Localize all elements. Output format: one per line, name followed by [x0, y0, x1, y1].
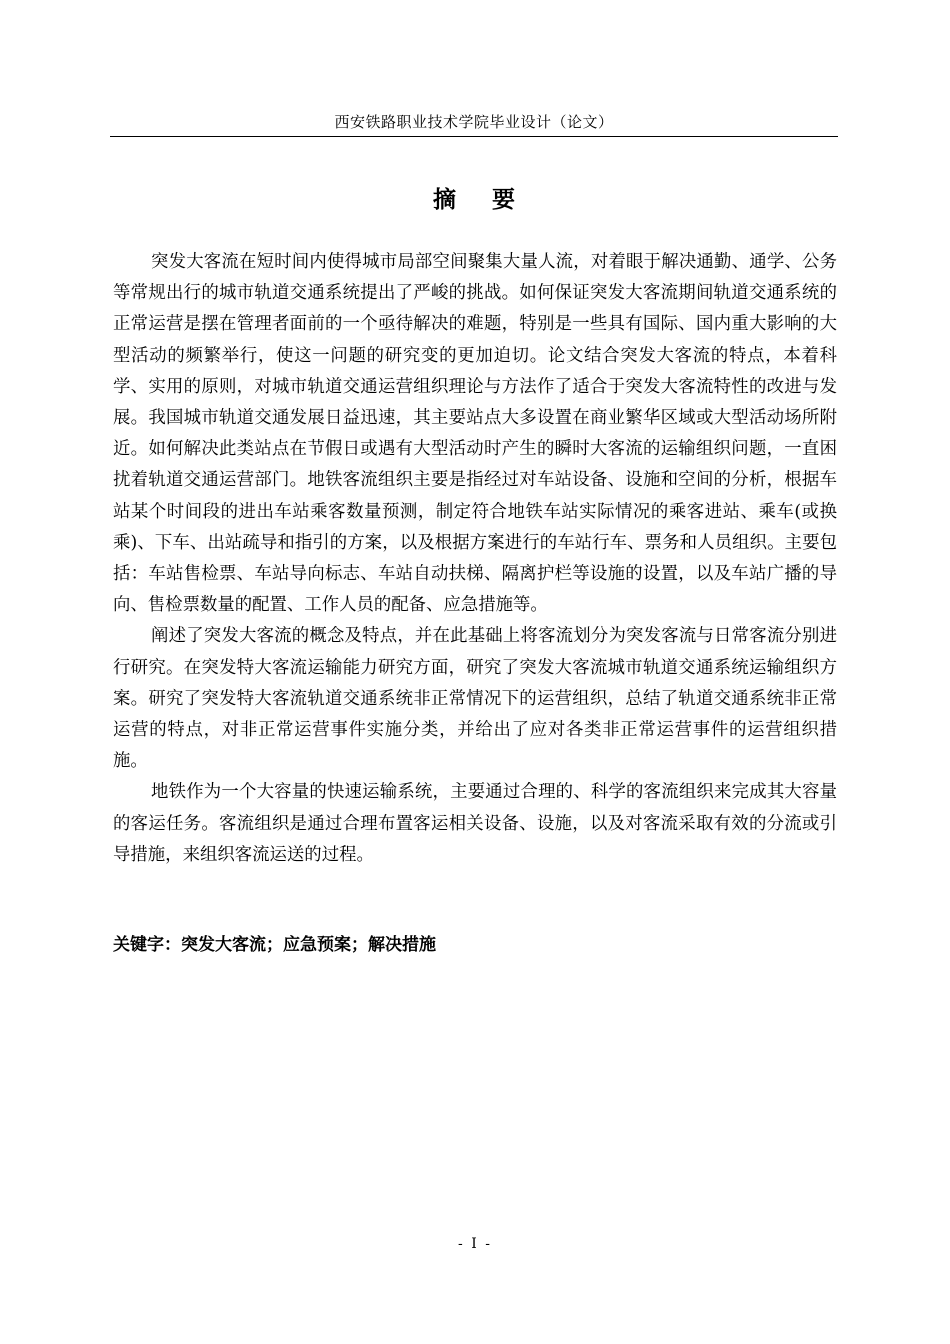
- abstract-paragraph-1: 突发大客流在短时间内使得城市局部空间聚集大量人流，对着眼于解决通勤、通学、公务等常规出行的城市轨道交通系统提出了严峻的挑战。如何保证突发大客流期间轨道交通系统的正常运营是摆在管理者面前的一个亟待解决的难题，特别是一些具有国际、国内重大影响的大型活动的频繁举行，使这一问题的研究变的更加迫切。论文结合突发大客流的特点，本着科学、实用的原则，对城市轨道交通运营组织理论与方法作了适合于突发大客流特性的改进与发展。我国城市轨道交通发展日益迅速，其主要站点大多设置在商业繁华区域或大型活动场所附近。如何解决此类站点在节假日或遇有大型活动时产生的瞬时大客流的运输组织问题，一直困扰着轨道交通运营部门。地铁客流组织主要是指经过对车站设备、设施和空间的分析，根据车站某个时间段的进出车站乘客数量预测，制定符合地铁车站实际情况的乘客进站、乘车(或换乘)、下车、出站疏导和指引的方案，以及根据方案进行的车站行车、票务和人员组织。主要包括：车站售检票、车站导向标志、车站自动扶梯、隔离护栏等设施的设置，以及车站广播的导向、售检票数量的配置、工作人员的配备、应急措施等。: [113, 252, 837, 616]
- page-title: 摘要: [433, 187, 551, 213]
- abstract-paragraph-2: 阐述了突发大客流的概念及特点，并在此基础上将客流划分为突发客流与日常客流分别进行研究。在突发特大客流运输能力研究方面，研究了突发大客流城市轨道交通系统运输组织方案。研究了突发特大客流轨道交通系统非正常情况下的运营组织，总结了轨道交通系统非正常运营的特点，对非正常运营事件实施分类，并给出了应对各类非正常运营事件的运营组织措施。: [113, 626, 837, 772]
- abstract-body: [113, 247, 837, 871]
- page-number: - I -: [458, 1236, 492, 1252]
- running-header: 西安铁路职业技术学院毕业设计（论文）: [334, 113, 614, 131]
- abstract-paragraph-3: 地铁作为一个大容量的快速运输系统，主要通过合理的、科学的客流组织来完成其大容量的客运任务。客流组织是通过合理布置客运相关设备、设施，以及对客流采取有效的分流或引导措施，来组织客流运送的过程。: [113, 782, 837, 865]
- header-divider: [110, 136, 838, 137]
- keywords-line: 关键字：突发大客流；应急预案；解决措施: [113, 935, 436, 955]
